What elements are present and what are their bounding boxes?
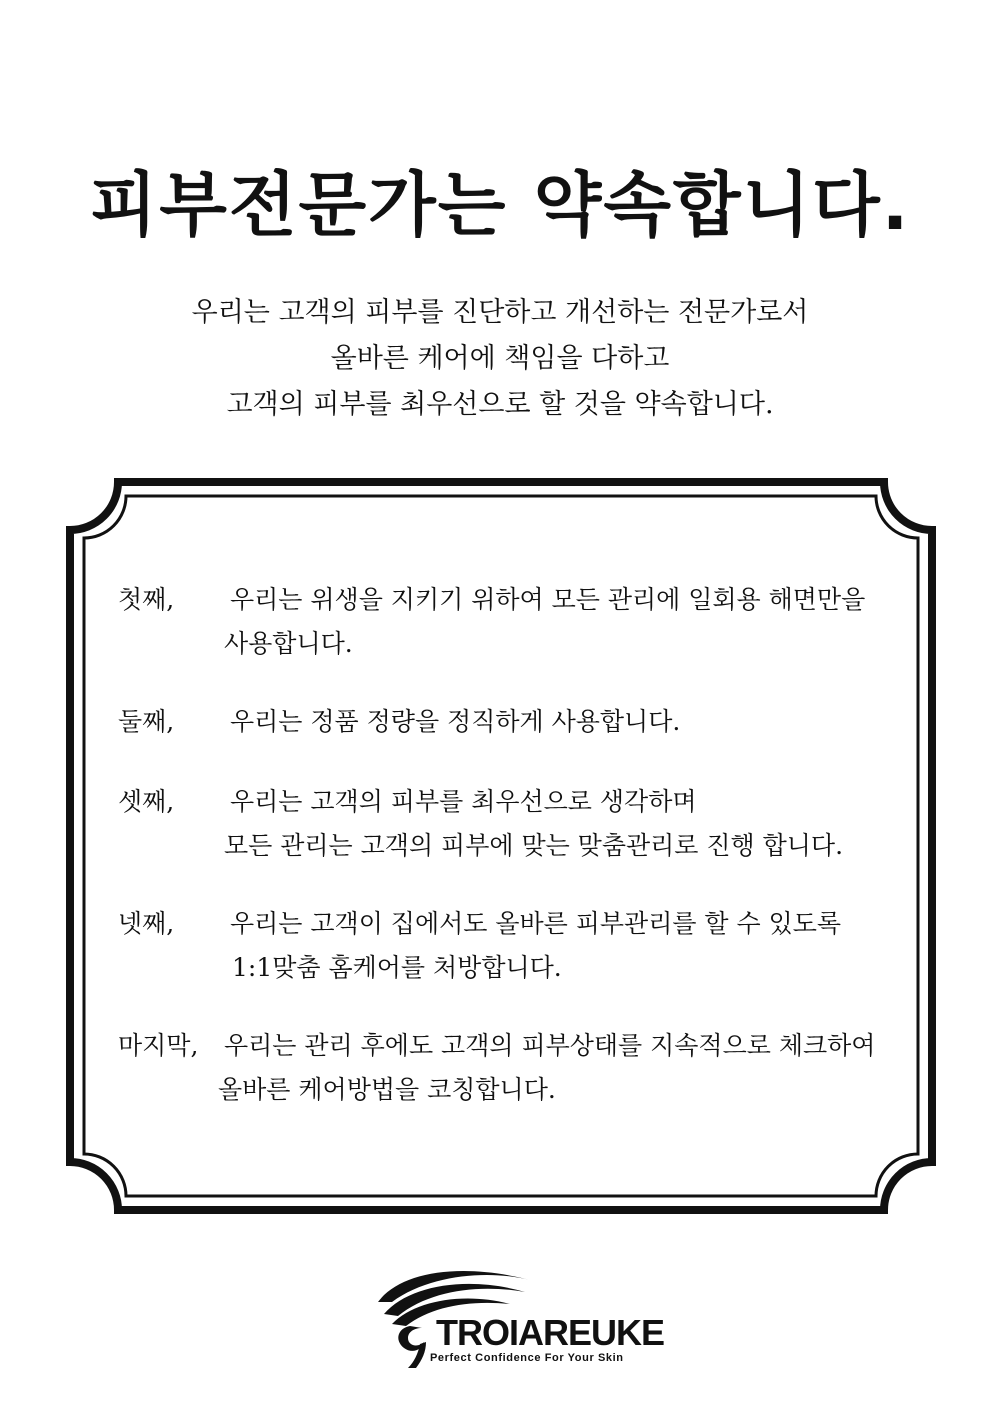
promise-label: 셋째, xyxy=(118,787,175,816)
promise-line: 사용합니다. xyxy=(224,629,353,658)
promise-label: 첫째, xyxy=(118,585,175,614)
promise-item-third xyxy=(118,780,898,868)
promise-label: 넷째, xyxy=(118,909,175,938)
promise-line: 우리는 정품 정량을 정직하게 사용합니다. xyxy=(230,707,681,736)
brand-tagline: Perfect Confidence For Your Skin xyxy=(430,1352,624,1364)
promise-item-fourth xyxy=(118,902,898,990)
promise-line: 우리는 관리 후에도 고객의 피부상태를 지속적으로 체크하여 xyxy=(224,1031,876,1060)
intro-line: 고객의 피부를 최우선으로 할 것을 약속합니다. xyxy=(226,389,774,420)
intro-paragraph xyxy=(0,290,1000,428)
intro-line: 올바른 케어에 책임을 다하고 xyxy=(330,343,670,374)
promise-label: 마지막, xyxy=(118,1031,199,1060)
promise-line: 올바른 케어방법을 코칭합니다. xyxy=(218,1075,556,1104)
page-title: 피부전문가는 약속합니다. xyxy=(89,164,911,246)
brand-logo xyxy=(370,1262,665,1372)
promise-line: 모든 관리는 고객의 피부에 맞는 맞춤관리로 진행 합니다. xyxy=(224,831,844,860)
promise-line: 1:1맞춤 홈케어를 처방합니다. xyxy=(232,953,562,982)
promise-item-second xyxy=(118,700,898,744)
promise-line: 우리는 위생을 지키기 위하여 모든 관리에 일회용 해면만을 xyxy=(230,585,866,614)
promise-line: 우리는 고객의 피부를 최우선으로 생각하며 xyxy=(230,787,697,816)
promise-line: 우리는 고객이 집에서도 올바른 피부관리를 할 수 있도록 xyxy=(230,909,842,938)
brand-name: TROIAREUKE xyxy=(436,1312,665,1353)
intro-line: 우리는 고객의 피부를 진단하고 개선하는 전문가로서 xyxy=(191,297,809,328)
promise-label: 둘째, xyxy=(118,707,175,736)
promise-item-first xyxy=(118,578,898,666)
promise-item-last xyxy=(118,1024,898,1112)
